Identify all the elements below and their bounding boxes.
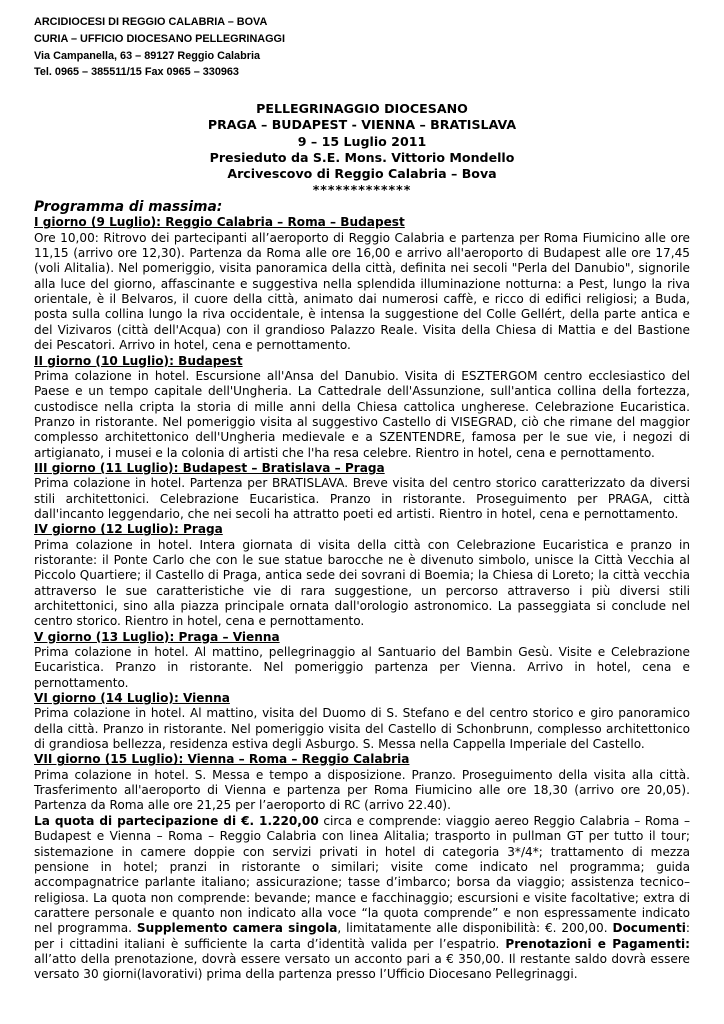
day-text: Prima colazione in hotel. Partenza per BRATISLAVA. Breve visita del centro storico caratterizzato da diversi stili architettonici. Celebrazione Eucaristica. Pranzo in ristorante. Proseguimento per PRAGA, città dall'incanto leggendario, che nei secoli ha attratto poeti ed artisti. Rientro in hotel, cena e pernottamento. (34, 476, 690, 521)
header-presided: Presieduto da S.E. Mons. Vittorio Mondello (209, 149, 515, 165)
day-title: VII giorno (15 Luglio): Vienna – Roma – Reggio Calabria (34, 752, 410, 767)
quota-text: , limitatamente alle disponibilità: €. 200,00. (337, 921, 613, 936)
day-text: Ore 10,00: Ritrovo dei partecipanti all’aeroporto di Reggio Calabria e partenza per Roma Fiumicino alle ore 11,15 (arrivo ore 12,30). Partenza da Roma alle ore 16,00 e arrivo all'aeroporto di Budapest alle ore 17,45 (voli Alitalia). Nel pomeriggio, visita panoramica della città, definita nei secoli "Perla del Danubio", signorile alla luce del giorno, affascinante e suggestiva nella splendida illuminazione notturna: a Pest, lungo la riva orientale, è il Belvaros, il cuore della città, animato dai numerosi caffè, e ricco di edifici religiosi; a Buda, posta sulla collina lungo la riva occidentale, è intensa la suggestione del Colle Gellért, della parte antica e del Vizivaros (città dell'Acqua) con il grandioso Palazzo Reale. Visita della Chiesa di Mattia e del Bastione dei Pescatori. Arrivo in hotel, cena e pernottamento. (34, 230, 690, 353)
day-title: I giorno (9 Luglio): Reggio Calabria – Roma – Budapest (34, 215, 405, 230)
day-title: VI giorno (14 Luglio): Vienna (34, 691, 230, 706)
header-archbishop: Arcivescovo di Reggio Calabria – Bova (227, 166, 497, 181)
documenti-label: Documenti (612, 921, 686, 936)
programma-title: Programma di massima: (34, 199, 223, 216)
quota-text: all’atto della prenotazione, dovrà essere versato un acconto pari a € 350,00. Il restante saldo dovrà essere versato 30 giorni(lavorativi) prima della partenza presso l’Ufficio Diocesano Pellegrinaggi. (34, 951, 690, 982)
day-title: IV giorno (12 Luglio): Praga (34, 522, 223, 537)
day-text: Prima colazione in hotel. Intera giornata di visita della città con Celebrazione Eucaristica e pranzo in ristorante: il Ponte Carlo che con le sue statue barocche ne è divenuto simbolo, unisce la Città Vecchia al Piccolo Quartiere; il Castello di Praga, antica sede dei sovrani di Boemia; la Chiesa di Loreto; la città vecchia attraverso le sue caratteristiche vie di rara suggestione, un percorso attraverso i più diversi stili architettonici, sino alla piazza principale ornata dall'orologio astronomico. La passeggiata si conclude nel centro storico. Rientro in hotel, cena e pernottamento. (34, 537, 690, 629)
day-section (34, 354, 690, 461)
day-title: II giorno (10 Luglio): Budapest (34, 353, 243, 368)
supplemento-label: Supplemento camera singola (136, 921, 338, 936)
day-text: Prima colazione in hotel. S. Messa e tempo a disposizione. Pranzo. Proseguimento della visita alla città. Trasferimento all'aeroporto di Vienna e partenza per Roma Fiumicino alle ore 18,30 (arrivo ore 20,05). Partenza da Roma alle ore 21,25 per l’aeroporto di RC (arrivo 22.40). (34, 767, 690, 813)
sender-line: CURIA – UFFICIO DIOCESANO PELLEGRINAGGI (34, 32, 286, 45)
day-title: V giorno (13 Luglio): Praga – Vienna (34, 629, 280, 644)
day-title: III giorno (11 Luglio): Budapest – Bratislava – Praga (34, 460, 385, 475)
sender-block (34, 14, 670, 81)
document-page (34, 14, 690, 983)
day-text: Prima colazione in hotel. Al mattino, pellegrinaggio al Santuario del Bambin Gesù. Visite e Celebrazione Eucaristica. Pranzo in ristorante. Nel pomeriggio partenza per Vienna. Arrivo in hotel, cena e pernottamento. (34, 645, 690, 690)
quota-text: : per i cittadini italiani è sufficiente la carta d’identità valida per l’espatrio. (34, 921, 690, 951)
day-section (34, 215, 690, 353)
prenotazioni-label: Prenotazioni e Pagamenti: (505, 936, 690, 951)
quota-label: La quota di partecipazione di €. 1.220,00 (34, 813, 319, 828)
header-title: PELLEGRINAGGIO DIOCESANO (256, 101, 468, 117)
day-section (34, 461, 690, 522)
day-section (34, 630, 690, 691)
header-stars: ************* (312, 182, 412, 198)
day-text: Prima colazione in hotel. Escursione all'Ansa del Danubio. Visita di ESZTERGOM centro ecclesiastico del Paese e un tempo capitale dell'Ungheria. La Cattedrale dell'Assunzione, sull'antica collina della fortezza, custodisce nella cripta la storia di mille anni della Chiesa cattolica ungherese. Celebrazione Eucaristica. Pranzo in ristorante. Nel pomeriggio visita al suggestivo Castello di VISEGRAD, ciò che rimane del maggior complesso architettonico dell'Ungheria medievale e a SZENTENDRE, famosa per le sue vie, i negozi di artigianato, i musei e la colonia di artisti che l'ha resa celebre. Rientro in hotel, cena e pernottamento. (34, 368, 690, 460)
document-header (34, 101, 690, 198)
header-dates: 9 – 15 Luglio 2011 (297, 133, 427, 149)
day-section (34, 752, 690, 813)
day-text: Prima colazione in hotel. Al mattino, visita del Duomo di S. Stefano e del centro storico e giro panoramico della città. Pranzo in ristorante. Nel pomeriggio visita del Castello di Schonbrunn, complesso architettonico di grandiosa bellezza, residenza estiva degli Asburgo. S. Messa nella Cappella Imperiale del Castello. (34, 706, 690, 752)
header-destinations: PRAGA – BUDAPEST - VIENNA – BRATISLAVA (207, 117, 517, 133)
document-body (34, 199, 690, 982)
day-section (34, 691, 690, 752)
sender-line: Tel. 0965 – 385511/15 Fax 0965 – 330963 (34, 66, 239, 79)
quota-paragraph (34, 814, 690, 983)
sender-line: Via Campanella, 63 – 89127 Reggio Calabria (34, 49, 260, 62)
quota-text: circa e comprende: viaggio aereo Reggio Calabria – Roma – Budapest e Vienna – Roma – Reggio Calabria con linea Alitalia; trasporto in pullman GT per tutto il tour; sistemazione in camere doppie con servizi privati in hotel di categoria 3*/4*; trattamento di mezza pensione in hotel; pranzi in ristorante o similari; visite come indicato nel programma; guida accompagnatrice parlante italiano; assicurazione; tasse d’imbarco; borsa da viaggio; assistenza tecnico–religiosa. La quota non comprende: bevande; mance e facchinaggio; escursioni e visite facoltative; extra di carattere personale e quanto non indicato alla voce “la quota comprende” e non espressamente indicato nel programma. (34, 813, 690, 936)
sender-line: ARCIDIOCESI DI REGGIO CALABRIA – BOVA (34, 16, 268, 28)
day-section (34, 522, 690, 629)
